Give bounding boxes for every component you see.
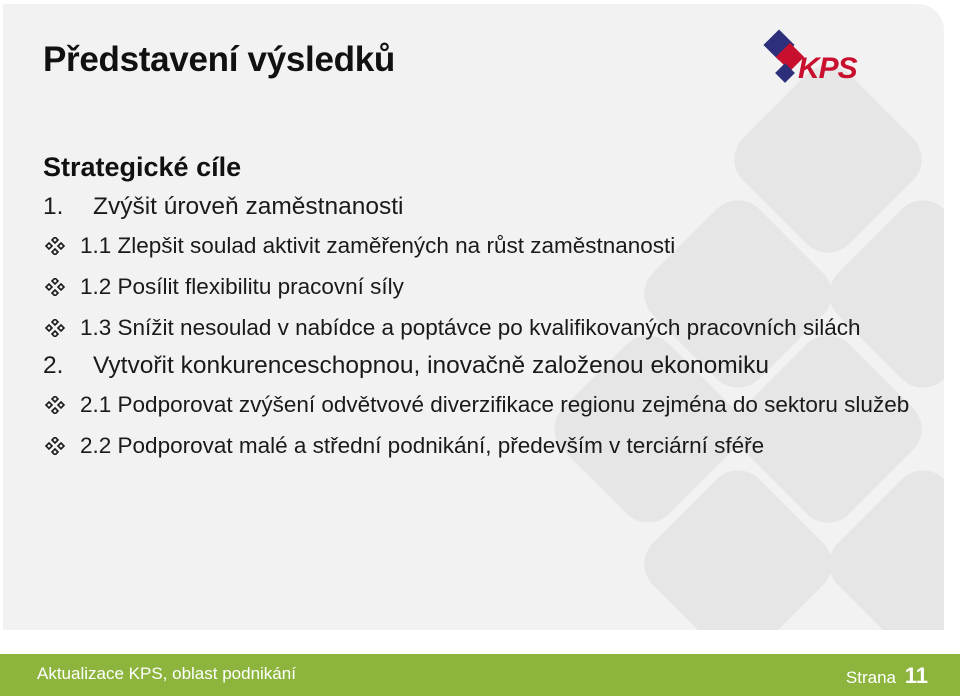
section-heading: Strategické cíle: [43, 152, 242, 182]
diamond-bullet-icon: [43, 278, 67, 296]
list-item-text: 2.2 Podporovat malé a střední podnikání, především v terciární sféře: [80, 433, 765, 458]
diamond-bullet-icon: [43, 396, 67, 414]
goal-2-text: Vytvořit konkurenceschopnou, inovačně založenou ekonomiku: [93, 352, 769, 379]
goal-2: [43, 352, 923, 380]
list-item-text: 1.1 Zlepšit soulad aktivit zaměřených na růst zaměstnanosti: [80, 233, 676, 258]
goal-1: [43, 193, 923, 221]
page-indicator: [846, 663, 928, 689]
goal-1-number: 1.: [43, 193, 64, 220]
logo-text: KPS: [798, 52, 857, 85]
slide-title: Představení výsledků: [43, 40, 395, 79]
list-item: [43, 229, 923, 262]
list-item-text: 1.3 Snížit nesoulad v nabídce a poptávce po kvalifikovaných pracovních silách: [80, 315, 861, 340]
list-item: [43, 429, 923, 462]
list-item-text: 1.2 Posílit flexibilitu pracovní síly: [80, 274, 404, 299]
diamond-bullet-icon: [43, 237, 67, 255]
goal-1-text: Zvýšit úroveň zaměstnanosti: [93, 193, 404, 220]
slide-canvas: [3, 4, 944, 630]
diamond-bullet-icon: [43, 319, 67, 337]
list-item: [43, 388, 923, 421]
list-item: [43, 311, 923, 344]
diamond-bullet-icon: [43, 437, 67, 455]
goal-2-number: 2.: [43, 352, 64, 379]
footer-left-text: Aktualizace KPS, oblast podnikání: [37, 664, 296, 683]
kps-logo: [760, 28, 872, 86]
list-item-text: 2.1 Podporovat zvýšení odvětvové diverzifikace regionu zejména do sektoru služeb: [80, 392, 910, 417]
slide-content: [43, 152, 923, 470]
page-number: 11: [904, 663, 928, 688]
page-label: Strana: [845, 668, 896, 687]
footer-bar: [0, 654, 960, 696]
list-item: [43, 270, 923, 303]
